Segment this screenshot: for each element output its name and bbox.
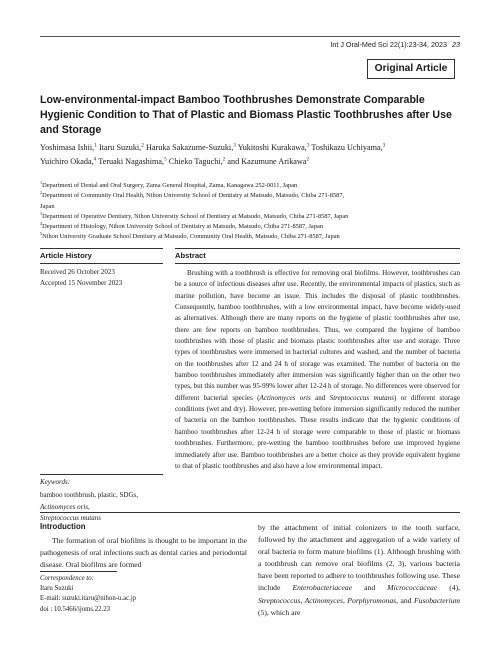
history-top-rule [40, 248, 163, 249]
species-name: Actinomyces oris [259, 393, 311, 402]
correspondence-label: Correspondence to: [40, 575, 94, 582]
page-number: 23 [452, 40, 460, 49]
header-rule [40, 36, 460, 37]
correspondence-email[interactable]: E-mail: suzuki.itaru@nihon-u.ac.jp [40, 595, 137, 603]
affiliation: $^1$Department of Dental and Oral Surgery, Zama General Hospital, Zama, Kanagawa 252-0011, Japan [40, 179, 298, 189]
accepted-date: Accepted 15 November 2023 [40, 279, 123, 288]
journal-citation: Int J Oral-Med Sci 22(1):23-34, 2023 [330, 40, 447, 49]
correspondence-rule [40, 571, 117, 572]
affiliation: $^5$Nihon University Graduate School Dentistry at Matsudo, Community Oral Health, Matsudo, Chiba 271-8587, Japan [40, 231, 340, 241]
affiliation-continuation: Japan [40, 202, 55, 210]
correspondence-block [40, 574, 136, 615]
affiliation: $^3$Department of Operative Dentistry, Nihon University School of Dentistry at Matsudo, Matsudo, Chiba 271-8587, Japan [40, 210, 349, 220]
introduction-heading: Introduction [40, 522, 86, 531]
author: and Kazumune Arikawa$^2$ [227, 155, 310, 166]
author-list [40, 141, 464, 168]
keyword-list [40, 490, 138, 525]
abstract-heading: Abstract [175, 251, 206, 260]
keywords-rule [40, 474, 163, 475]
author: Yukitoshi Kurakawa,$^3$ [237, 142, 310, 152]
history-heading: Article History [40, 251, 92, 260]
author-line-2 [40, 155, 464, 169]
intro-paragraph-left: The formation of oral biofilms is thought to be important in the pathogenesis of oral infections such as dental caries and periodontal disease. Oral biofilms are formed [40, 536, 247, 570]
article-history [40, 267, 122, 289]
history-head-rule [40, 263, 163, 264]
keyword-line: Streptococcus mutans [40, 514, 101, 522]
affiliation-list [40, 181, 464, 243]
author: Toshikazu Uchiyama,$^3$ [311, 142, 386, 152]
author: Chieko Taguchi,$^2$ [168, 155, 226, 166]
author: Teruaki Nagashima,$^5$ [98, 155, 167, 166]
author: Yuichiro Okada,$^4$ [40, 155, 97, 166]
doi-link[interactable]: doi : 10.5466/ijoms.22.23 [40, 605, 111, 613]
abstract-head-rule [175, 263, 460, 264]
author: Haruka Sakazume-Suzuki,$^3$ [145, 142, 236, 152]
keyword-line: Actinomyces oris, [40, 502, 90, 511]
received-date: Received 26 October 2023 [40, 268, 115, 276]
article-title: Low-environmental-impact Bamboo Toothbrushes Demonstrate Comparable Hygienic Condition to That of Plastic and Biomass Plastic Toothbrushes after Use and Storage [40, 94, 452, 136]
author-line-1 [40, 141, 464, 155]
journal-header [330, 40, 460, 49]
abstract-bottom-rule [40, 512, 460, 513]
keywords-label: Keywords: [40, 478, 71, 486]
intro-paragraph-right: by the attachment of initial colonizers to the tooth surface, followed by the attachment and aggregation of a wide variety of oral bacteria to form mature biofilms (1). Although brushing with a toothbrush can remove oral biofilms (2, 3), various bacteria have been reported to adhere to toothbrushes following use. These include Enterobacteriaceae and Micrococcaceae (4), Streptococcus, Actinomyces, Porphyromonas, and Fusobacterium (5), which are [258, 523, 461, 617]
affiliation: $^4$Department of Histology, Nihon University School of Dentistry at Matsudo, Matsudo, Chiba 271-8587, Japan [40, 221, 323, 231]
species-name: Streptococcus mutans [329, 393, 394, 402]
abstract-text: Brushing with a toothbrush is effective for removing oral biofilms. However, toothbrushes can be a source of infectious diseases after use. Recently, the environmental impacts of plastics, such as marine pollution, have become an issue. This includes the disposal of plastic toothbrushes. Consequently, bamboo toothbrushes, with a low environmental impact, have become widely-used as alternatives. Although there are many reports on the hygiene of plastic toothbrushes after use, there are few reports on bamboo toothbrushes. Thus, we compared the hygiene of bamboo toothbrushes with those of plastic and biomass plastic toothbrushes after use and storage. Three types of toothbrushes were immersed in bacterial cultures and washed, and the number of bacteria on the toothbrushes after 12 and 24 h of storage was examined. The number of bacteria on the bamboo toothbrushes immediately after immersion was significantly higher than on the other two types, but this number was 95-99% lower after 12-24 h of storage. No differences were observed for different bacterial species (Actinomyces oris and Streptococcus mutans) or different storage conditions (wet and dry). However, pre-wetting before immersion significantly reduced the number of bacteria on the bamboo toothbrushes. These results indicate that the hygienic conditions of bamboo toothbrushes after 12-24 h of storage were comparable to those of plastic or biomass toothbrushes. Furthermore, pre-wetting the bamboo toothbrushes before use improved hygiene immediately after use. Bamboo toothbrushes are a better choice as they provide equivalent hygiene to that of plastic toothbrushes and also have a low environmental impact. [175, 269, 461, 470]
correspondence-name: Itaru Suzuki [40, 585, 74, 593]
affiliation: $^2$Department of Community Oral Health, Nihon University School of Dentistry at Matsudo, Matsudo, Chiba 271-8587, [40, 190, 345, 200]
article-type-badge: Original Article [367, 59, 455, 79]
author: Yoshimasa Ishii,$^1$ [40, 142, 97, 152]
keyword-line: bamboo toothbrush, plastic, SDGs, [40, 491, 138, 499]
abstract-top-rule [175, 248, 460, 249]
author: Itaru Suzuki,$^2$ [98, 142, 144, 152]
